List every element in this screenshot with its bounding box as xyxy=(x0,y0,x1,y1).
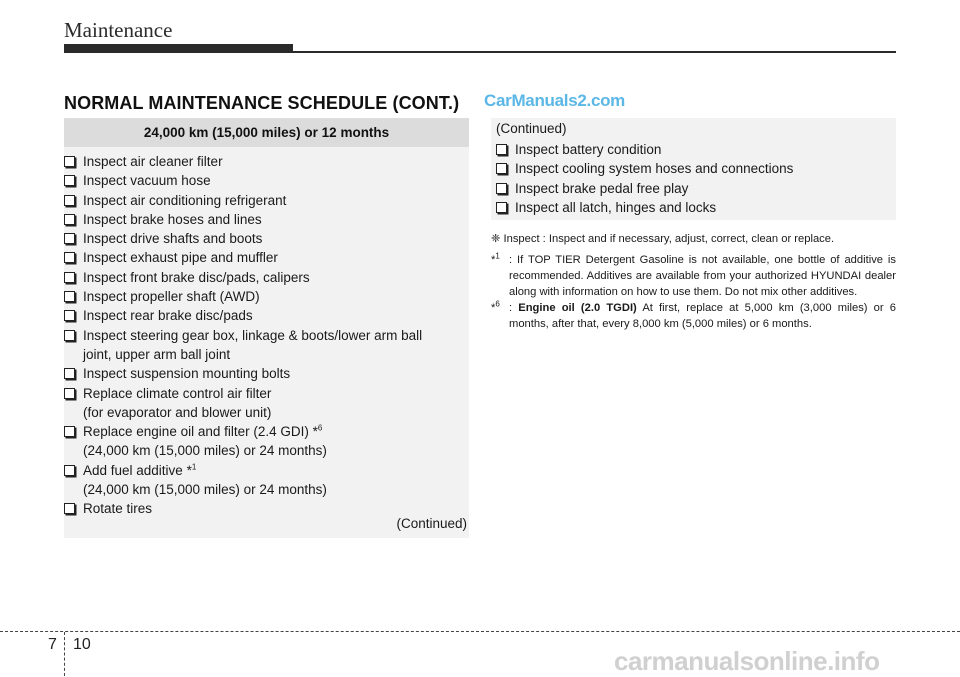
checkbox-icon xyxy=(496,144,507,155)
list-item-continuation: joint, upper arm ball joint xyxy=(83,346,231,362)
checkbox-icon xyxy=(64,233,75,244)
checkbox-icon xyxy=(64,368,75,379)
schedule-interval-heading: 24,000 km (15,000 miles) or 12 months xyxy=(64,118,469,147)
page-divider xyxy=(64,632,65,676)
chapter-number: 7 xyxy=(48,636,57,653)
checkbox-icon xyxy=(64,214,75,225)
checkbox-icon xyxy=(64,426,75,437)
list-item: Inspect all latch, hinges and locks xyxy=(496,198,896,217)
checkbox-icon xyxy=(64,175,75,186)
footnote-6: *$^6$ : Engine oil (2.0 TGDI) At first, replace at 5,000 km (3,000 miles) or 6 months, after that, every 8,000 km (5,000 miles) or 6 months. xyxy=(491,299,896,330)
list-item: Rotate tires xyxy=(64,499,469,518)
section-title: Maintenance xyxy=(64,18,173,42)
list-item: Inspect exhaust pipe and muffler xyxy=(64,248,469,267)
inspect-definition: ❈ Inspect : Inspect and if necessary, adjust, correct, clean or replace. xyxy=(491,233,835,245)
inspect-symbol-icon: ❈ xyxy=(491,233,501,245)
list-item: Inspect drive shafts and boots xyxy=(64,229,469,248)
list-item: Inspect steering gear box, linkage & boots/lower arm ball xyxy=(64,326,469,345)
header-rule xyxy=(293,51,896,53)
checkbox-icon xyxy=(64,503,75,514)
checkbox-icon xyxy=(64,252,75,263)
checkbox-icon xyxy=(64,465,75,476)
list-item-continuation: (24,000 km (15,000 miles) or 24 months) xyxy=(83,443,327,459)
checkbox-icon xyxy=(64,272,75,283)
footnotes xyxy=(491,231,896,332)
list-item: Inspect brake hoses and lines xyxy=(64,210,469,229)
continued-label: (Continued) xyxy=(496,121,567,136)
schedule-list xyxy=(64,147,469,519)
checkbox-icon xyxy=(496,202,507,213)
list-item: Inspect cooling system hoses and connections xyxy=(496,159,896,178)
checkbox-icon xyxy=(496,163,507,174)
list-item-continuation: (24,000 km (15,000 miles) or 24 months) xyxy=(83,482,327,498)
checkbox-icon xyxy=(496,183,507,194)
header-bar xyxy=(64,44,293,53)
page-number: 10 xyxy=(73,636,91,653)
footnote-ref: 6 xyxy=(317,423,323,433)
list-item: Replace engine oil and filter (2.4 GDI) *$^6$ xyxy=(64,422,469,441)
footnote-ref: 1 xyxy=(191,462,197,472)
checkbox-icon xyxy=(64,388,75,399)
list-item: Replace climate control air filter xyxy=(64,384,469,403)
page-title: NORMAL MAINTENANCE SCHEDULE (CONT.) xyxy=(64,93,460,113)
list-item: Inspect air cleaner filter xyxy=(64,152,469,171)
schedule-box-continued xyxy=(491,118,896,220)
schedule-box-24000 xyxy=(64,118,469,538)
continued-label: (Continued) xyxy=(396,516,467,531)
list-item-continuation: (for evaporator and blower unit) xyxy=(83,404,272,420)
checkbox-icon xyxy=(64,195,75,206)
list-item: Inspect air conditioning refrigerant xyxy=(64,191,469,210)
list-item: Inspect battery condition xyxy=(496,140,896,159)
list-item: Add fuel additive *$^1$ xyxy=(64,461,469,480)
checkbox-icon xyxy=(64,156,75,167)
checkbox-icon xyxy=(64,310,75,321)
checkbox-icon xyxy=(64,291,75,302)
list-item: Inspect propeller shaft (AWD) xyxy=(64,287,469,306)
schedule-list xyxy=(491,138,896,217)
site-watermark: carmanualsonline.info xyxy=(614,646,880,676)
watermark: CarManuals2.com xyxy=(484,91,625,110)
list-item: Inspect vacuum hose xyxy=(64,171,469,190)
footnote-1: *$^1$ : If TOP TIER Detergent Gasoline is not available, one bottle of additive is recommended. Additives are available from your authorized HYUNDAI dealer along with information on how to use them. Do not mix other additives. xyxy=(491,251,896,298)
checkbox-icon xyxy=(64,330,75,341)
list-item: Inspect rear brake disc/pads xyxy=(64,306,469,325)
list-item: Inspect suspension mounting bolts xyxy=(64,364,469,383)
list-item: Inspect front brake disc/pads, calipers xyxy=(64,268,469,287)
footer-rule xyxy=(0,631,960,632)
list-item: Inspect brake pedal free play xyxy=(496,179,896,198)
